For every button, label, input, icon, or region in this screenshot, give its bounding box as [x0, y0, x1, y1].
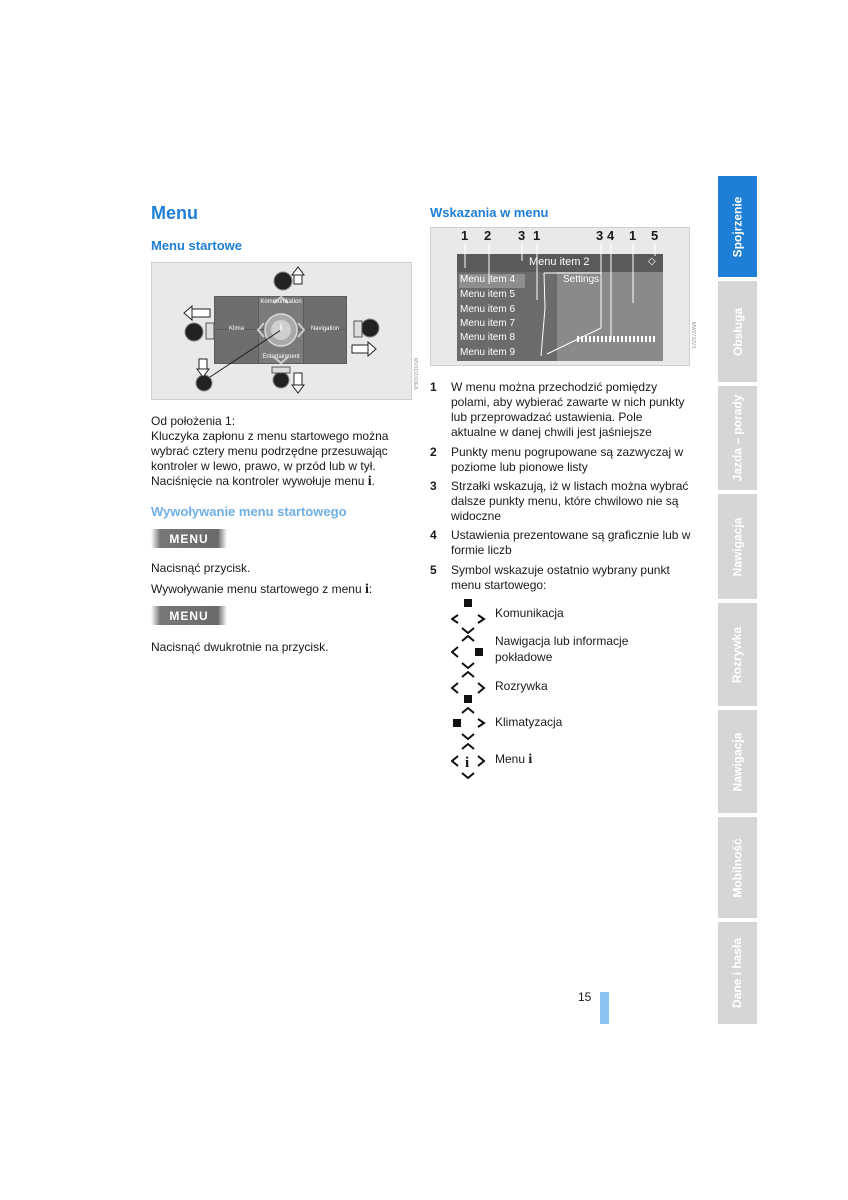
callout-number: 1: [461, 228, 469, 243]
menu-button-graphic-2: MENU: [151, 606, 227, 625]
symbol-row-klimatyzacja: [451, 706, 681, 742]
list-number: 3: [430, 479, 437, 493]
info-icon: i: [365, 582, 369, 597]
callout-number: 3: [596, 228, 604, 243]
menu-display-figure: [430, 227, 690, 366]
screen-menu-item: Menu item 6: [460, 304, 516, 315]
tab-label: Jazda – porady: [730, 394, 745, 482]
list-line: formie liczb: [451, 543, 512, 557]
tab-label: Nawigacja: [730, 517, 745, 576]
list-line: Punkty menu pogrupowane są zazwyczaj w: [451, 445, 684, 459]
list-item: [430, 479, 702, 525]
list-number: 5: [430, 563, 437, 577]
section-heading-wywolywanie: Wywoływanie menu startowego: [151, 504, 347, 519]
menu-symbol-left-icon: [451, 706, 487, 742]
list-item: [430, 563, 702, 595]
tab-nawigacja-1[interactable]: [718, 494, 757, 599]
diagram-label-center: i: [279, 323, 283, 334]
info-icon: i: [367, 474, 372, 489]
list-number: 2: [430, 445, 437, 459]
callout-number: 4: [607, 228, 615, 243]
list-number: 1: [430, 380, 437, 394]
diagram-label-left: Klima: [228, 326, 244, 332]
symbol-row-nawigacja: [451, 634, 681, 672]
intro-text: Naciśnięcie na kontroler wywołuje menu: [151, 474, 365, 488]
tab-mobilnosc[interactable]: [718, 817, 757, 918]
menu-symbol-center-icon: [451, 742, 487, 780]
controller-diagram: [151, 262, 412, 400]
callout-number: 1: [533, 228, 541, 243]
tab-label: Rozrywka: [730, 626, 745, 683]
section-heading-menu-startowe: Menu startowe: [151, 238, 243, 253]
tab-label: Mobilność: [730, 837, 745, 898]
tab-label: Nawigacja: [730, 732, 745, 791]
screen-menu-item: Menu item 5: [460, 289, 516, 300]
list-line: Symbol wskazuje ostatnio wybrany punkt: [451, 563, 670, 577]
screen-symbol-icon: ◇: [648, 256, 656, 267]
tab-nawigacja-2[interactable]: [718, 710, 757, 813]
list-line: lub przeprowadzać ustawienia. Pole: [451, 410, 643, 424]
screen-menu-item: Menu item 9: [460, 347, 516, 358]
list-line: dalsze punkty menu, które chwilowo nie są: [451, 494, 679, 508]
symbol-label: pokładowe: [495, 650, 553, 664]
menu-symbol-top-icon: [451, 598, 487, 634]
symbol-row-menu: [451, 742, 681, 782]
tab-label: Obsługa: [730, 307, 745, 356]
step-press-button: Nacisnąć przycisk.: [151, 561, 251, 575]
list-item: [430, 380, 702, 442]
figure-code-1: MV01901DEA: [412, 358, 418, 390]
symbol-label: Nawigacja lub informacje: [495, 634, 629, 648]
svg-text:i: i: [465, 755, 470, 771]
symbol-label-text: Menu: [495, 752, 526, 766]
info-icon: i: [528, 752, 533, 767]
diagram-label-top: Kommunikation: [260, 299, 302, 305]
screen-menu-item: Menu item 4: [460, 274, 516, 285]
list-item: [430, 528, 702, 560]
tab-obsluga[interactable]: [718, 281, 757, 382]
intro-line: wybrać cztery menu podrzędne przesuwając: [151, 444, 388, 458]
tab-spojrzenie[interactable]: [718, 176, 757, 277]
screen-menu-item: Menu item 7: [460, 318, 516, 329]
diagram-label-bottom: Entertainment: [262, 354, 300, 360]
intro-line: Kluczyka zapłonu z menu startowego można: [151, 429, 389, 443]
call-from-menu-text: Wywoływanie menu startowego z menu: [151, 582, 362, 596]
section-heading-wskazania: Wskazania w menu: [430, 205, 549, 220]
screen-header-title: Menu item 2: [529, 256, 590, 268]
screen-menu-item: Menu item 8: [460, 332, 516, 343]
symbol-label: Rozrywka: [495, 679, 548, 693]
callout-number: 3: [518, 228, 526, 243]
screen-settings-label: Settings: [563, 274, 600, 285]
list-line: menu startowego:: [451, 578, 547, 592]
list-line: W menu można przechodzić pomiędzy: [451, 380, 658, 394]
menu-symbol-right-icon: [451, 634, 487, 670]
page-title: Menu: [151, 203, 198, 223]
menu-symbol-bottom-icon: [451, 670, 487, 706]
list-line: widoczne: [451, 509, 502, 523]
list-line: aktualne w danej chwili jest jaśniejsze: [451, 425, 652, 439]
tab-rozrywka[interactable]: [718, 603, 757, 706]
diagram-label-right: Navigation: [310, 326, 340, 332]
page-number: 15: [578, 990, 592, 1004]
figure-code-2: MW2702VS: [690, 322, 696, 349]
callout-number: 2: [484, 228, 492, 243]
menu-button-graphic: MENU: [151, 529, 227, 548]
symbol-label: Komunikacja: [495, 606, 564, 620]
intro-line: Od położenia 1:: [151, 414, 236, 428]
list-line: polami, aby wybierać zawarte w nich punkty: [451, 395, 685, 409]
tab-jazda-porady[interactable]: [718, 386, 757, 490]
callout-number: 5: [651, 228, 659, 243]
tab-dane-i-hasla[interactable]: [718, 922, 757, 1024]
callout-number: 1: [629, 228, 637, 243]
callout-lines: [431, 228, 689, 365]
step-press-twice: Nacisnąć dwukrotnie na przycisk.: [151, 640, 329, 654]
list-line: poziome lub pionowe listy: [451, 460, 588, 474]
tab-label: Spojrzenie: [730, 196, 745, 257]
list-line: Strzałki wskazują, iż w listach można wybrać: [451, 479, 689, 493]
list-item: [430, 445, 702, 477]
list-number: 4: [430, 528, 437, 542]
tab-label: Dane i hasła: [730, 937, 745, 1009]
symbol-row-komunikacja: [451, 598, 681, 634]
list-line: Ustawienia prezentowane są graficznie lub w: [451, 528, 691, 542]
page-marker-bar: [600, 992, 609, 1024]
call-from-menu-line: Wywoływanie menu startowego z menu i:: [151, 582, 373, 597]
symbol-label-menu: [495, 752, 665, 767]
intro-line: kontroler w lewo, prawo, w przód lub w tył.: [151, 459, 376, 473]
intro-paragraph: [151, 414, 416, 489]
intro-line: Naciśnięcie na kontroler wywołuje menu i.: [151, 474, 376, 489]
symbol-label: Klimatyzacja: [495, 715, 563, 729]
symbol-row-rozrywka: [451, 670, 681, 706]
